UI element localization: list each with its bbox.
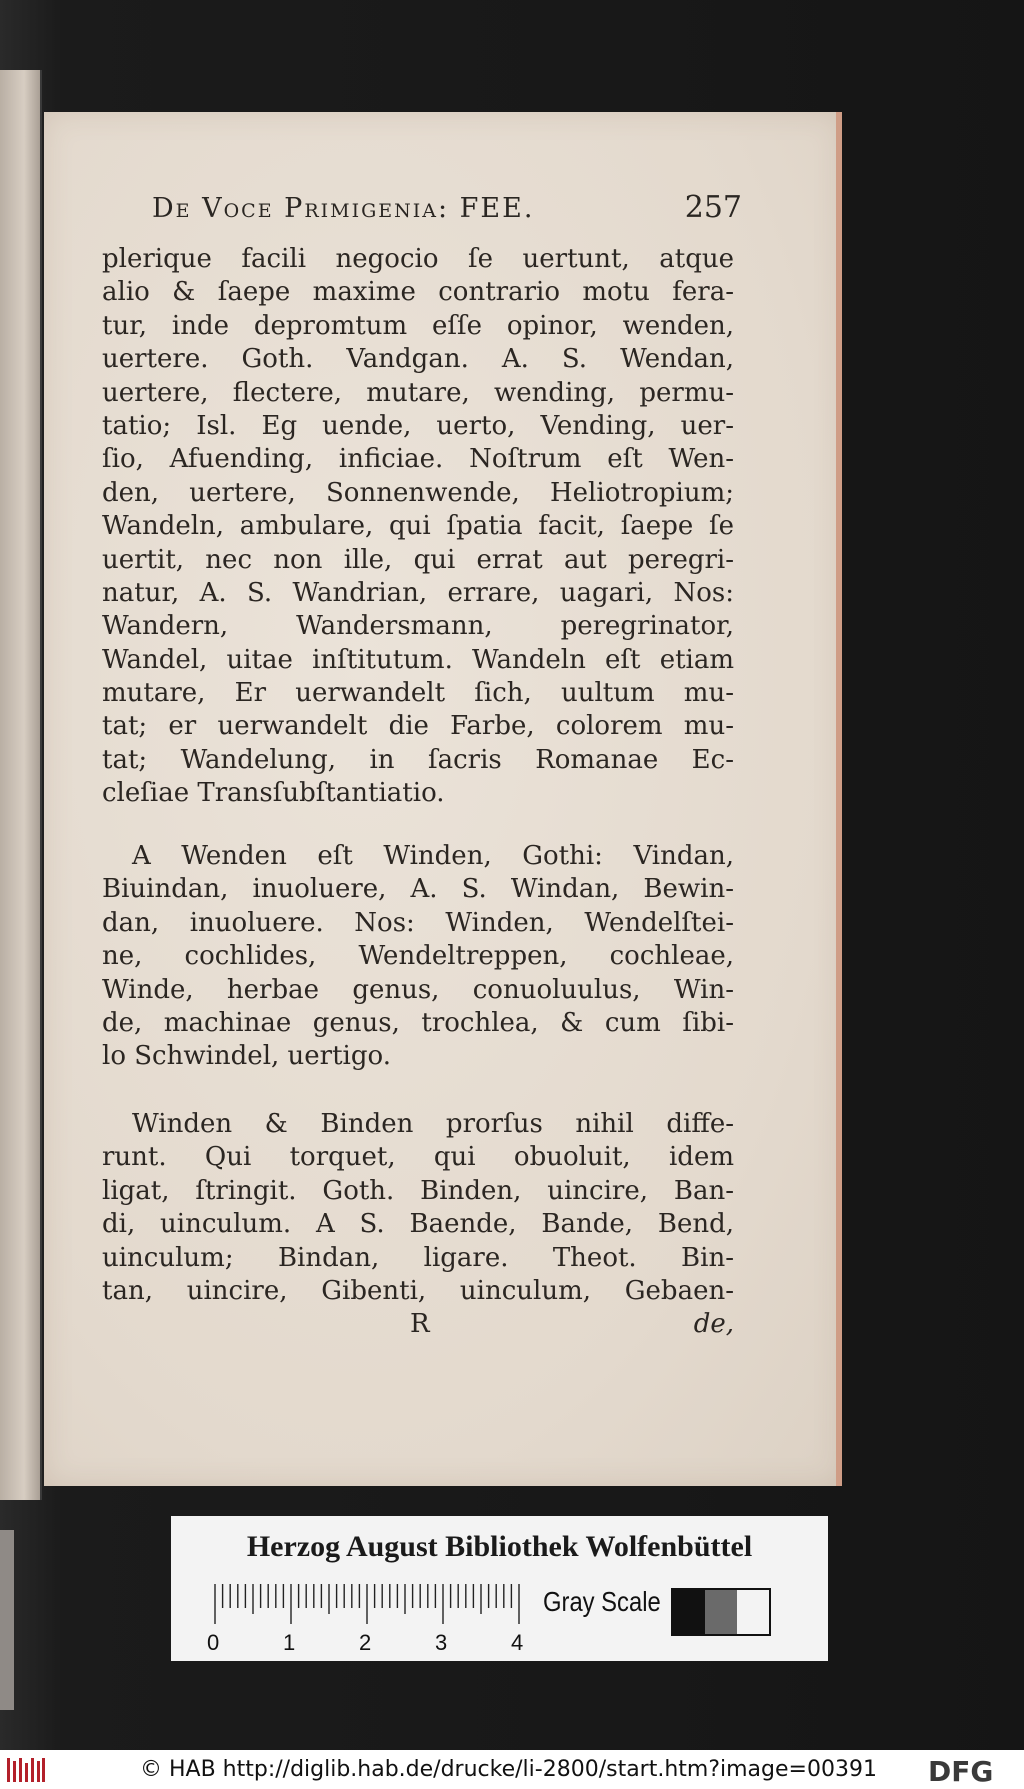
gray-scale-label: Gray Scale xyxy=(543,1586,661,1617)
text-line: plerique facili negocio ſe uertunt, atque xyxy=(102,244,734,274)
text-line: natur, A. S. Wandrian, errare, uagari, Nos: xyxy=(102,577,734,608)
ruler-label: 3 xyxy=(435,1630,448,1655)
running-title: De Voce Primigenia: FEE. xyxy=(152,193,535,224)
text-line: tat; er uerwandelt die Farbe, colorem mu- xyxy=(102,711,734,742)
text-line: mutare, Er uerwandelt ſich, uultum mu- xyxy=(102,678,734,709)
text-line: Wandeln, ambulare, qui ſpatia facit, ſaepe ſe xyxy=(102,511,734,542)
gray-scale-swatch xyxy=(671,1588,771,1636)
ruler-label: 1 xyxy=(283,1630,296,1655)
svg-text:DFG: DFG xyxy=(928,1755,994,1785)
ruler-ticks xyxy=(211,1582,541,1628)
text-line: ſio, Afuending, inficiae. Noſtrum eſt Wen- xyxy=(102,444,734,475)
ruler-label: 4 xyxy=(511,1630,524,1655)
text-line: tan, uincire, Gibenti, uinculum, Gebaen- xyxy=(102,1275,734,1306)
text-line: dan, inuoluere. Nos: Winden, Wendelſtei- xyxy=(102,907,734,938)
ruler-label: 0 xyxy=(207,1630,220,1655)
hab-logo-icon xyxy=(6,1756,46,1784)
ruler-label: 2 xyxy=(359,1630,372,1655)
running-header xyxy=(152,190,742,240)
text-line: Winde, herbae genus, conuoluulus, Win- xyxy=(102,974,734,1005)
viewer-footer xyxy=(0,1750,1024,1789)
text-line: Wandern, Wandersmann, peregrinator, xyxy=(102,611,734,642)
paragraph-1 xyxy=(102,243,734,811)
page-footer xyxy=(102,1309,734,1343)
gray-step-dark xyxy=(673,1590,705,1634)
text-line: Winden & Binden prorſus nihil diffe- xyxy=(132,1109,734,1139)
text-line: A Wenden eſt Winden, Gothi: Vindan, xyxy=(132,841,734,871)
paragraph-2 xyxy=(102,840,734,1074)
text-line: tur, inde depromtum eſſe opinor, wenden, xyxy=(102,310,734,341)
text-line: tat; Wandelung, in ſacris Romanae Ec- xyxy=(102,744,734,775)
text-line: den, uertere, Sonnenwende, Heliotropium; xyxy=(102,477,734,508)
gray-step-mid xyxy=(705,1590,737,1634)
text-line: de, machinae genus, trochlea, & cum ſibi- xyxy=(102,1007,734,1038)
text-line: uertere, flectere, mutare, wending, permu- xyxy=(102,377,734,408)
book-edge xyxy=(0,1530,14,1710)
text-line: ligat, ſtringit. Goth. Binden, uincire, Ban- xyxy=(102,1175,734,1206)
color-target-card xyxy=(171,1516,828,1661)
catchword: de, xyxy=(693,1309,734,1339)
book-page xyxy=(44,112,842,1486)
copyright-url[interactable]: © HAB http://diglib.hab.de/drucke/li-2800/start.htm?image=00391 xyxy=(140,1757,877,1782)
text-line: di, uinculum. A S. Baende, Bande, Bend, xyxy=(102,1209,734,1240)
text-line: uertit, nec non ille, qui errat aut peregri- xyxy=(102,544,734,575)
text-line: ne, cochlides, Wendeltreppen, cochleae, xyxy=(102,941,734,972)
text-line: alio & ſaepe maxime contrario motu fera- xyxy=(102,277,734,308)
text-line: lo Schwindel, uertigo. xyxy=(102,1041,391,1072)
text-line: Wandel, uitae inſtitutum. Wandeln eſt etiam xyxy=(102,644,734,675)
text-line: Biuindan, inuoluere, A. S. Windan, Bewin- xyxy=(102,874,734,905)
gray-step-light xyxy=(737,1590,769,1634)
text-line: cleſiae Transſubſtantiatio. xyxy=(102,778,445,809)
paragraph-3 xyxy=(102,1108,734,1308)
signature-mark: R xyxy=(410,1309,430,1339)
text-line: tatio; Isl. Eg uende, uerto, Vending, uer- xyxy=(102,410,734,441)
ruler-scale xyxy=(207,1582,541,1658)
text-line: uinculum; Bindan, ligare. Theot. Bin- xyxy=(102,1242,734,1273)
text-line: uertere. Goth. Vandgan. A. S. Wendan, xyxy=(102,344,734,375)
text-line: runt. Qui torquet, qui obuoluit, idem xyxy=(102,1142,734,1173)
dfg-logo-icon xyxy=(928,1755,1014,1785)
page-number: 257 xyxy=(684,190,742,225)
previous-page-edge xyxy=(0,70,42,1500)
library-name: Herzog August Bibliothek Wolfenbüttel xyxy=(246,1530,753,1563)
